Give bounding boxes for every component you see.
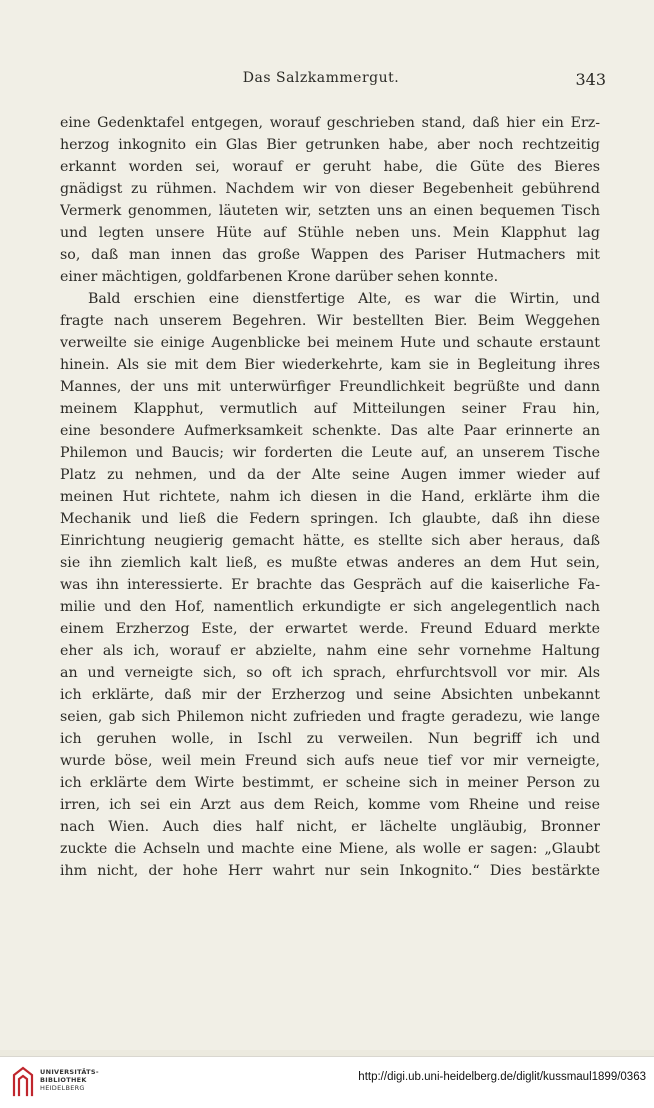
text-line: zuckte die Achseln und machte eine Miene, als wolle er sagen: „Glaubt	[60, 841, 600, 857]
running-title: Das Salzkammergut.	[242, 70, 400, 86]
text-line: Mannes, der uns mit unterwürfiger Freundlichkeit begrüßte und dann	[60, 379, 600, 395]
body-text	[60, 112, 600, 882]
text-line: Platz zu nehmen, und da der Alte seine Augen immer wieder auf	[60, 467, 600, 483]
source-url-link[interactable]: http://digi.ub.uni-heidelberg.de/diglit/kussmaul1899/0363	[358, 1071, 646, 1083]
text-line: irren, ich sei ein Arzt aus dem Reich, komme vom Rheine und reise	[60, 797, 600, 813]
text-line: hinein. Als sie mit dem Bier wiederkehrte, kam sie in Begleitung ihres	[60, 357, 600, 373]
text-line: meinem Klapphut, vermutlich auf Mitteilungen seiner Frau hin,	[60, 401, 600, 417]
text-line: Bald erschien eine dienstfertige Alte, es war die Wirtin, und	[88, 291, 600, 307]
text-line: erkannt worden sei, worauf er geruht habe, die Güte des Bieres	[60, 159, 600, 175]
text-line: seien, gab sich Philemon nicht zufrieden und fragte geradezu, wie lange	[60, 709, 600, 725]
text-line: milie und den Hof, namentlich erkundigte er sich angelegentlich nach	[60, 599, 600, 615]
text-line: nach Wien. Auch dies half nicht, er lächelte ungläubig, Bronner	[60, 819, 600, 835]
text-line: an und verneigte sich, so oft ich sprach, ehrfurchtsvoll vor mir. Als	[60, 665, 600, 681]
viewer-footer	[0, 1056, 654, 1108]
text-line: sie ihn ziemlich kalt ließ, es mußte etwas anderes an dem Hut sein,	[60, 555, 600, 571]
institution-line: UNIVERSITÄTS-	[40, 1068, 99, 1076]
text-line: meinen Hut richtete, nahm ich diesen in die Hand, erklärte ihm die	[60, 489, 600, 505]
text-line: wurde böse, weil mein Freund sich aufs neue tief vor mir verneigte,	[60, 753, 600, 769]
text-line: Mechanik und ließ die Federn springen. Ich glaubte, daß ihn diese	[60, 511, 600, 527]
text-line: eine Gedenktafel entgegen, worauf geschrieben stand, daß hier ein Erz-	[60, 115, 600, 131]
text-line: ich geruhen wolle, in Ischl zu verweilen. Nun begriff ich und	[60, 731, 600, 747]
text-line: verweilte sie einige Augenblicke bei meinem Hute und schaute erstaunt	[60, 335, 600, 351]
text-line: fragte nach unserem Begehren. Wir bestellten Bier. Beim Weggehen	[60, 313, 600, 329]
text-line: ich erklärte dem Wirte bestimmt, er scheine sich in meiner Person zu	[60, 775, 600, 791]
text-line: ihm nicht, der hohe Herr wahrt nur sein Inkognito.“ Dies bestärkte	[60, 863, 600, 879]
text-line: einem Erzherzog Este, der erwartet werde. Freund Eduard merkte	[60, 621, 600, 637]
text-line: herzog inkognito ein Glas Bier getrunken habe, aber noch rechtzeitig	[60, 137, 600, 153]
page-header	[36, 70, 606, 92]
text-line: Philemon und Baucis; wir forderten die Leute auf, an unserem Tische	[60, 445, 600, 461]
text-line: Vermerk genommen, läuteten wir, setzten uns an einen bequemen Tisch	[60, 203, 600, 219]
institution-line: BIBLIOTHEK	[40, 1076, 87, 1084]
text-line: gnädigst zu rühmen. Nachdem wir von dieser Begebenheit gebührend	[60, 181, 600, 197]
institution-line: HEIDELBERG	[40, 1084, 85, 1092]
heidelberg-university-library-logo-icon	[10, 1065, 36, 1099]
text-line: so, daß man innen das große Wappen des Pariser Hutmachers mit	[60, 247, 600, 263]
page-number: 343	[575, 70, 606, 89]
text-line: einer mächtigen, goldfarbenen Krone darüber sehen konnte.	[60, 269, 499, 285]
text-line: ich erklärte, daß mir der Erzherzog und seine Absichten unbekannt	[60, 687, 600, 703]
text-line: eher als ich, worauf er abzielte, nahm eine sehr vornehme Haltung	[60, 643, 600, 659]
text-line: und legten unsere Hüte auf Stühle neben uns. Mein Klapphut lag	[60, 225, 600, 241]
institution-name	[40, 1068, 99, 1092]
text-line: was ihn interessierte. Er brachte das Gespräch auf die kaiserliche Fa-	[60, 577, 600, 593]
text-line: eine besondere Aufmerksamkeit schenkte. Das alte Paar erinnerte an	[60, 423, 600, 439]
text-line: Einrichtung neugierig gemacht hätte, es stellte sich aber heraus, daß	[60, 533, 600, 549]
